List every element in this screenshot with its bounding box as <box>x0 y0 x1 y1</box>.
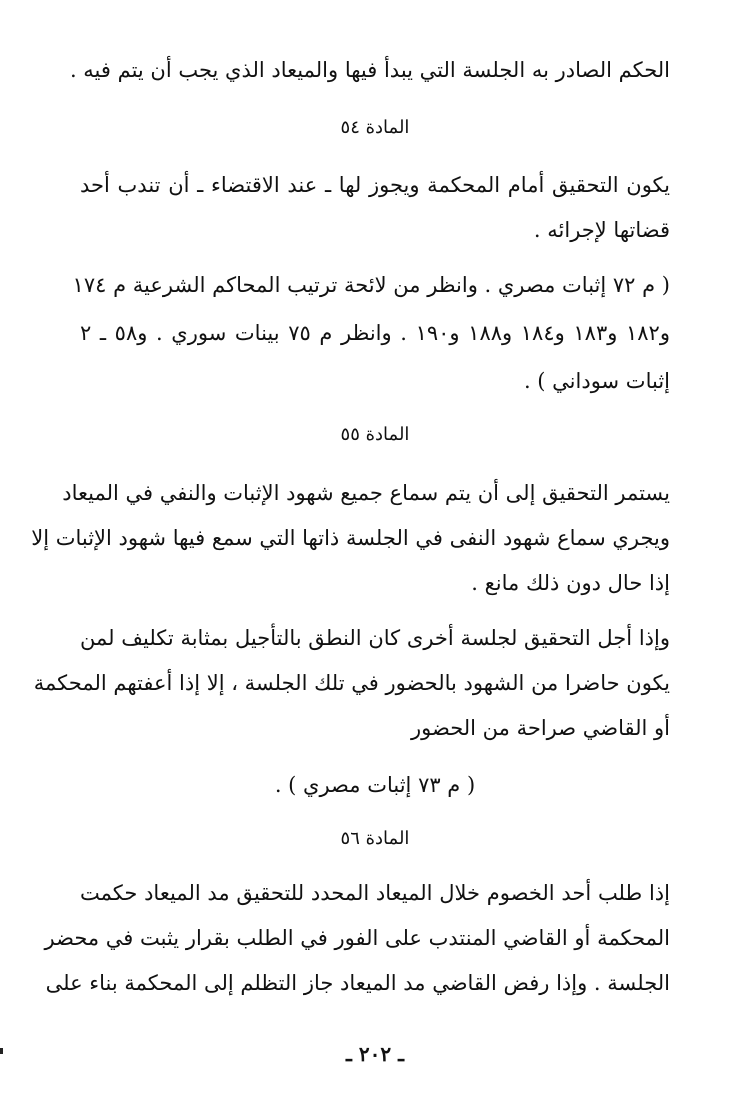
scan-edge-mark <box>0 1048 3 1054</box>
text-line: إذا حال دون ذلك مانع . <box>471 571 670 595</box>
text-line: يكون حاضرا من الشهود بالحضور في تلك الجلسة ، إلا إذا أعفتهم المحكمة <box>33 671 670 695</box>
article-heading-54: المادة ٥٤ <box>340 117 410 138</box>
reference-line: ( م ٧٢ إثبات مصري . وانظر من لائحة ترتيب المحاكم الشرعية م ١٧٤ <box>72 273 670 297</box>
text-line: الجلسة . وإذا رفض القاضي مد الميعاد جاز التظلم إلى المحكمة بناء على <box>45 971 670 995</box>
text-line: المحكمة أو القاضي المنتدب على الفور في الطلب بقرار يثبت في محضر <box>44 926 670 950</box>
text-line: إذا طلب أحد الخصوم خلال الميعاد المحدد للتحقيق مد الميعاد حكمت <box>80 881 670 905</box>
reference-line: ( م ٧٣ إثبات مصري ) . <box>274 773 476 797</box>
text-line: ويجري سماع شهود النفى في الجلسة ذاتها التي سمع فيها شهود الإثبات إلا <box>31 526 670 550</box>
text-line: يكون التحقيق أمام المحكمة ويجوز لها ـ عند الاقتضاء ـ أن تندب أحد <box>80 173 670 197</box>
page-number: ـ ٢٠٢ ـ <box>346 1042 404 1066</box>
article-heading-56: المادة ٥٦ <box>340 828 410 849</box>
text-line: أو القاضي صراحة من الحضور <box>411 716 670 740</box>
reference-line: و١٨٢ و١٨٣ و١٨٤ و١٨٨ و١٩٠ . وانظر م ٧٥ بينات سوري . و٥٨ ـ ٢ <box>80 321 670 345</box>
text-line: وإذا أجل التحقيق لجلسة أخرى كان النطق بالتأجيل بمثابة تكليف لمن <box>80 626 670 650</box>
text-line: الحكم الصادر به الجلسة التي يبدأ فيها والميعاد الذي يجب أن يتم فيه . <box>69 58 670 82</box>
text-line: قضاتها لإجرائه . <box>533 218 670 242</box>
reference-line: إثبات سوداني ) . <box>523 369 670 393</box>
article-heading-55: المادة ٥٥ <box>340 424 410 445</box>
text-line: يستمر التحقيق إلى أن يتم سماع جميع شهود الإثبات والنفي في الميعاد <box>62 481 670 505</box>
